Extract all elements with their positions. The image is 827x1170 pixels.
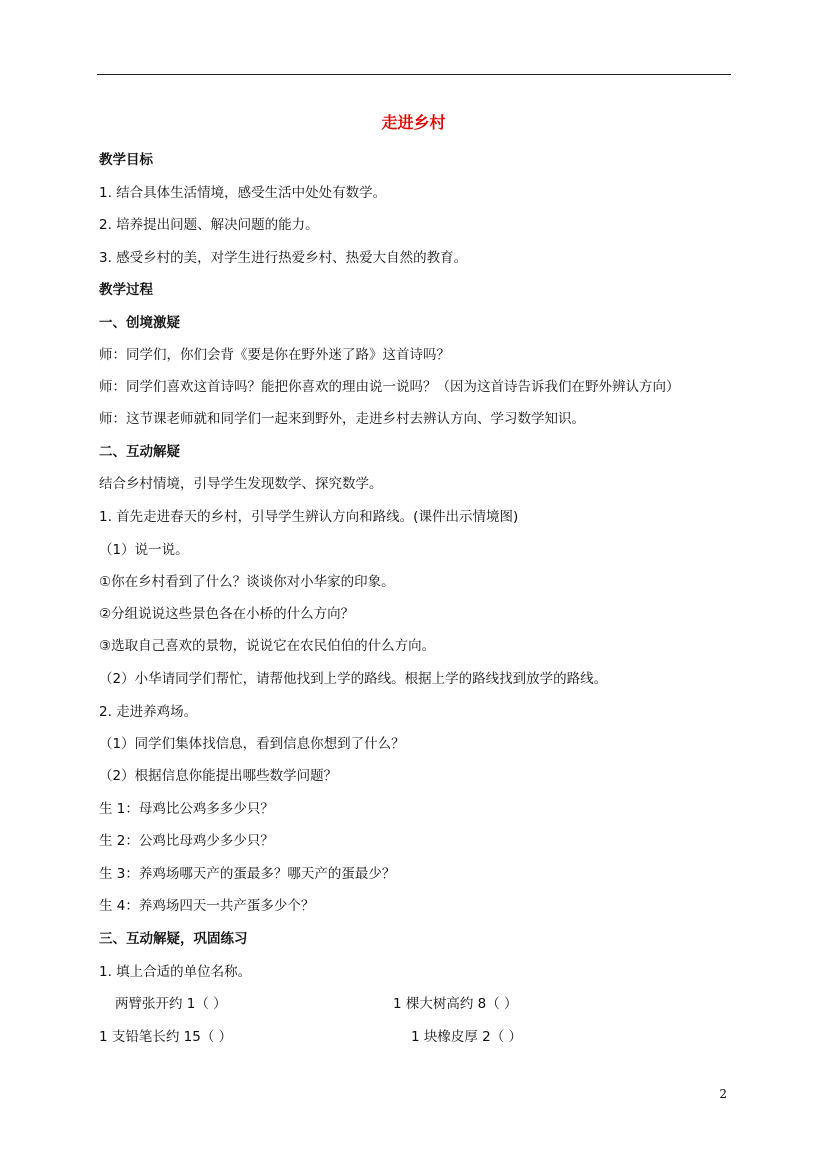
header-rule: [97, 74, 731, 75]
paragraph: ②分组说说这些景色各在小桥的什么方向？: [99, 606, 355, 622]
part-heading: 三、互动解疑，巩固练习: [99, 931, 248, 947]
part-heading: 一、创境激疑: [99, 315, 180, 331]
exercise-item: 1 块橡皮厚 2（ ）: [411, 1029, 523, 1045]
part-heading: 二、互动解疑: [99, 444, 180, 460]
page-number: 2: [719, 1087, 727, 1101]
paragraph: （2）小华请同学们帮忙，请帮他找到上学的路线。根据上学的路线找到放学的路线。: [99, 671, 608, 687]
paragraph: （2）根据信息你能提出哪些数学问题？: [99, 768, 338, 784]
section-heading-process: 教学过程: [99, 282, 153, 298]
paragraph: 生 4：养鸡场四天一共产蛋多少个？: [99, 898, 315, 914]
goal-item: 3. 感受乡村的美，对学生进行热爱乡村、热爱大自然的教育。: [99, 250, 468, 266]
paragraph: （1）同学们集体找信息，看到信息你想到了什么？: [99, 736, 405, 752]
paragraph: ③选取自己喜欢的景物，说说它在农民伯伯的什么方向。: [99, 638, 436, 654]
paragraph: 1. 填上合适的单位名称。: [99, 964, 252, 980]
paragraph: 生 2：公鸡比母鸡少多少只？: [99, 833, 274, 849]
goal-item: 2. 培养提出问题、解决问题的能力。: [99, 217, 319, 233]
exercise-item: 两臂张开约 1（ ）: [115, 996, 227, 1012]
paragraph: 2. 走进养鸡场。: [99, 704, 198, 720]
paragraph: 师：这节课老师就和同学们一起来到野外，走进乡村去辨认方向、学习数学知识。: [99, 411, 585, 427]
paragraph: 1. 首先走进春天的乡村，引导学生辨认方向和路线。(课件出示情境图): [99, 509, 519, 525]
paragraph: 师：同学们，你们会背《要是你在野外迷了路》这首诗吗？: [99, 347, 450, 363]
section-heading-goals: 教学目标: [99, 152, 153, 168]
goal-item: 1. 结合具体生活情境，感受生活中处处有数学。: [99, 185, 387, 201]
exercise-item: 1 棵大树高约 8（ ）: [393, 996, 518, 1012]
paragraph: 生 1：母鸡比公鸡多多少只？: [99, 801, 274, 817]
paragraph: ①你在乡村看到了什么？谈谈你对小华家的印象。: [99, 574, 395, 590]
exercise-item: 1 支铅笔长约 15（ ）: [99, 1029, 233, 1045]
paragraph: 结合乡村情境，引导学生发现数学、探究数学。: [99, 476, 383, 492]
paragraph: （1）说一说。: [99, 542, 189, 558]
paragraph: 师：同学们喜欢这首诗吗？能把你喜欢的理由说一说吗？（因为这首诗告诉我们在野外辨认方向）: [99, 379, 680, 395]
paragraph: 生 3：养鸡场哪天产的蛋最多？哪天产的蛋最少？: [99, 866, 396, 882]
document-title: 走进乡村: [381, 113, 446, 132]
